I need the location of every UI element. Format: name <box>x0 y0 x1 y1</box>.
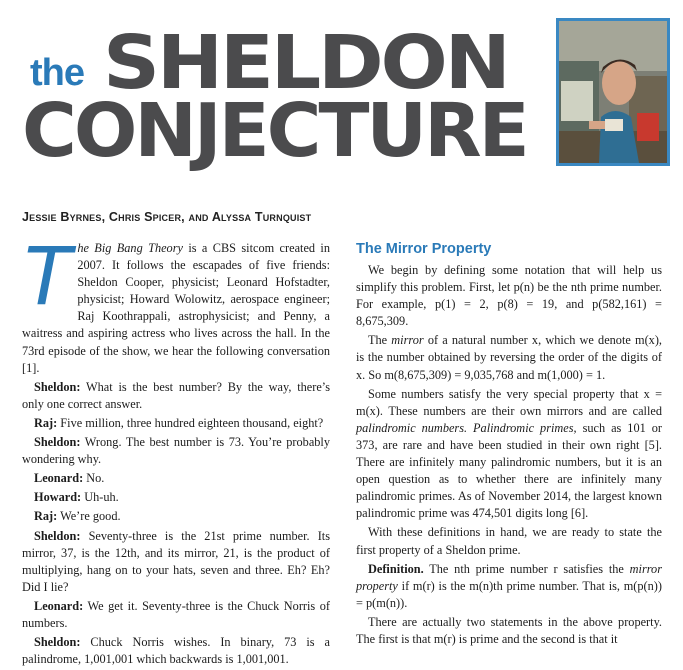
dialogue-line <box>22 528 330 596</box>
speaker: Sheldon: <box>34 635 81 650</box>
line-text: No. <box>83 471 105 486</box>
speaker: Sheldon: <box>34 379 81 394</box>
sheldon-photo <box>556 18 670 166</box>
definition-label: Definition. <box>368 561 424 576</box>
paragraph-mirror <box>356 332 662 383</box>
dialogue-line <box>22 379 330 413</box>
show-title: he Big Bang Theory <box>77 241 183 255</box>
drop-cap: T <box>20 228 72 322</box>
author-list: Jessie Byrnes, Chris Spicer, and Alyssa Turnquist <box>22 210 312 224</box>
line-text: Uh-uh. <box>81 490 119 505</box>
line-text: Seventy-three is the 21st prime number. Its mirror, 37, is the 12th, and its mirror, 21, is the product of multiplying, hang on to your hats, seven and three. Eh? Eh? Did I lie? <box>22 528 330 594</box>
dialogue-line <box>22 508 330 525</box>
right-column <box>356 240 662 650</box>
line-text: We get it. Seventy-three is the Chuck Norris of numbers. <box>22 598 330 630</box>
dialogue-line <box>22 634 330 668</box>
speaker: Raj: <box>34 415 58 430</box>
paragraph-notation: We begin by defining some notation that will help us simplify this problem. First, let p(n) be the nth prime number. For example, p(1) = 2, p(8) = 19, and p(582,161) = 8,675,309. <box>356 263 662 329</box>
dialogue-line <box>22 598 330 632</box>
dialogue-line <box>22 470 330 487</box>
line-text: Five million, three hundred eighteen thousand, eight? <box>57 415 324 430</box>
intro-paragraph <box>20 228 331 377</box>
definition-block <box>356 561 662 612</box>
text: Some numbers satisfy the very special property that x = m(x). These numbers are their own mirrors and are called <box>356 386 662 418</box>
paragraph-palindromes <box>356 386 662 523</box>
paragraph-definitions: With these definitions in hand, we are ready to state the first property of a Sheldon prime. <box>356 525 662 557</box>
term-mirror: mirror <box>391 333 424 348</box>
intro-text: is a CBS sitcom created in 2007. It follows the escapades of five friends: Sheldon Cooper, physicist; Leonard Hofstadter, physicist; Howard Wolowitz, aerospace engineer; Raj Koothrappali, astrophysicist; and Penny, a waitress and aspiring actress who lives across the hall. In the 73rd episode of the show, we hear the following conversation [1]. <box>22 241 331 375</box>
portrait-image <box>559 21 667 163</box>
term-mirror-property: mirror property <box>356 561 662 593</box>
left-column <box>20 228 331 670</box>
text: The <box>368 333 392 348</box>
title-sheldon: SHELDON <box>103 20 508 106</box>
dialogue-line <box>22 489 330 506</box>
line-text: What is the best number? By the way, there’s only one correct answer. <box>22 379 330 411</box>
term-palindromic: palindromic numbers. Palindromic primes, <box>356 420 577 435</box>
speaker: Howard: <box>34 490 82 505</box>
dialogue-line <box>22 415 330 432</box>
speaker: Sheldon: <box>34 435 81 450</box>
section-heading: The Mirror Property <box>356 241 492 257</box>
speaker: Leonard: <box>34 471 84 486</box>
dialogue-line <box>22 434 330 468</box>
line-text: Wrong. The best number is 73. You’re probably wondering why. <box>22 435 330 467</box>
text: The nth prime number r satisfies the <box>423 561 630 576</box>
title-the: the <box>30 52 84 94</box>
text: if m(r) is the m(n)th prime number. That is, m(p(n)) = p(m(n)). <box>356 578 662 610</box>
line-text: We’re good. <box>57 509 121 524</box>
speaker: Raj: <box>34 509 58 524</box>
speaker: Leonard: <box>34 598 84 613</box>
speaker: Sheldon: <box>34 528 81 543</box>
paragraph-two-statements: There are actually two statements in the above property. The first is that m(r) is prime and the second is that it <box>356 614 662 646</box>
title-conjecture: CONJECTURE <box>22 88 527 174</box>
line-text: Chuck Norris wishes. In binary, 73 is a palindrome, 1,001,001 which backwards is 1,001,001. <box>22 635 330 667</box>
text: such as 101 or 373, are rare and have been studied in their own right [5]. There are infinitely many palindromic numbers, but it is an open question as to whether there are infinitely many palindromic primes. As of November 2014, the largest known palindromic prime was 474,501 digits long [6]. <box>356 420 662 521</box>
text: of a natural number x, which we denote m(x), is the number obtained by reversing the order of the digits of x. So m(8,675,309) = 9,035,768 and m(1,000) = 1. <box>356 333 662 382</box>
